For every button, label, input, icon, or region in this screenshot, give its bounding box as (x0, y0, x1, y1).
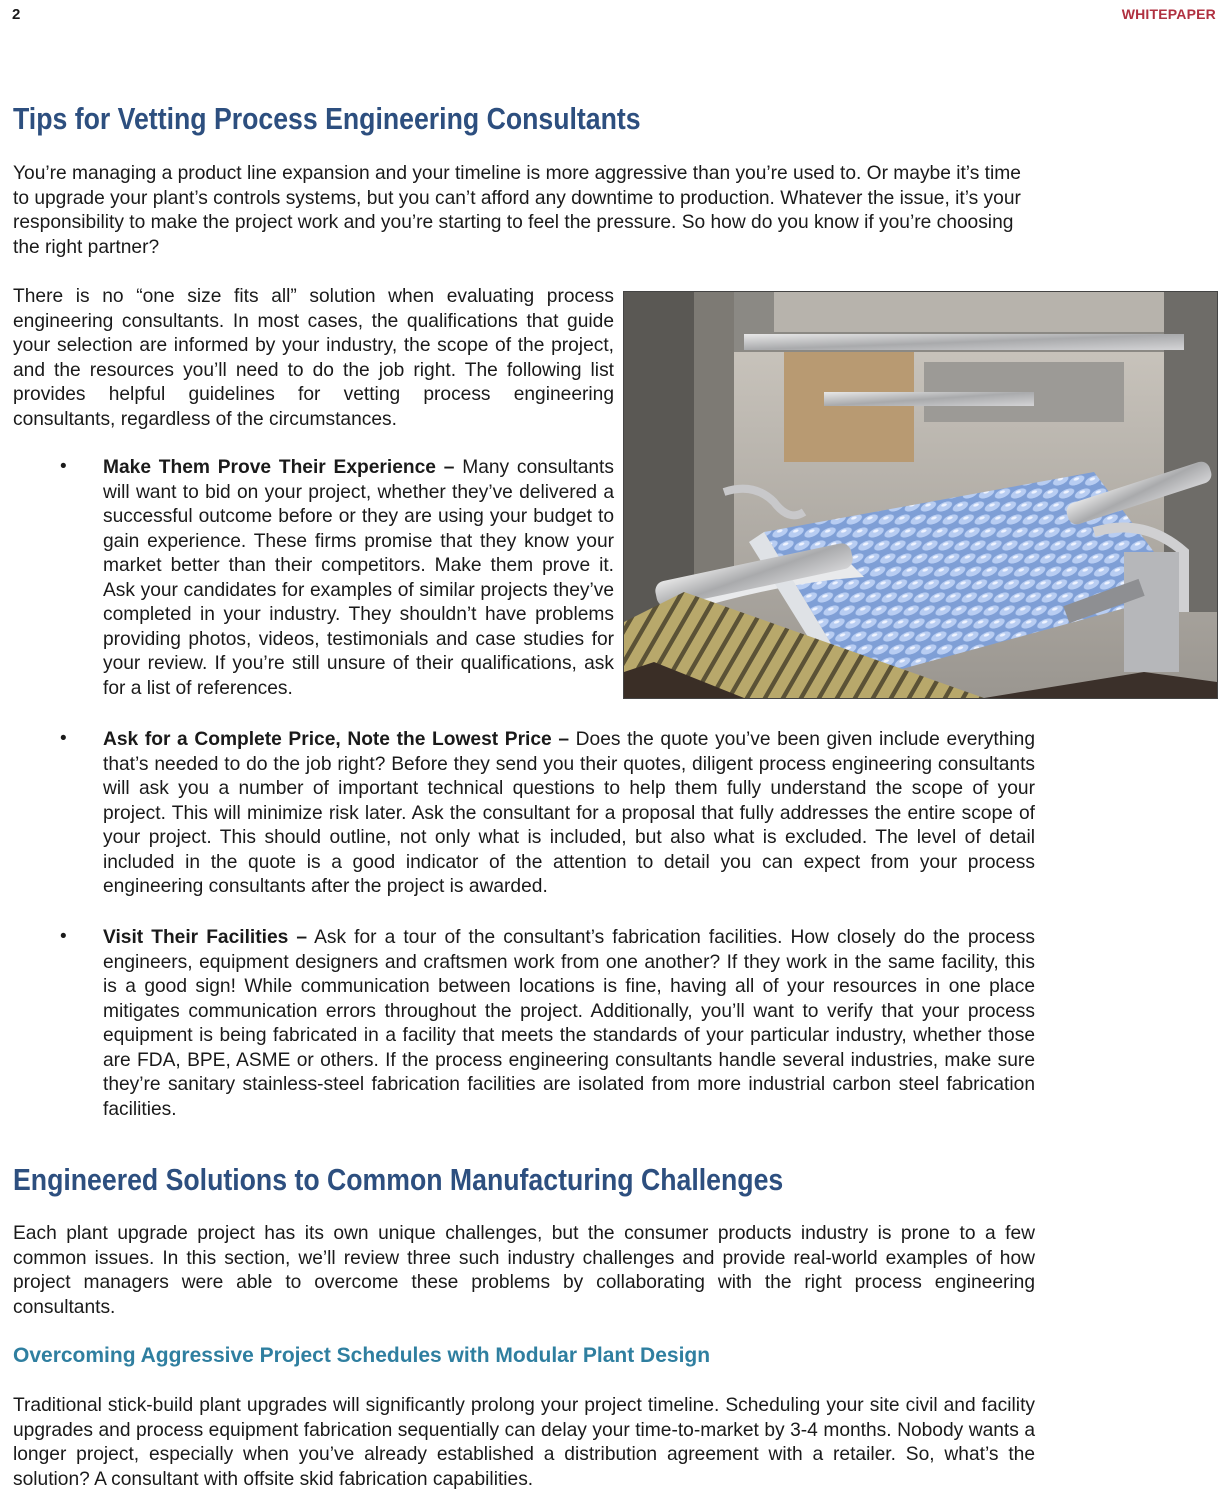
bullet-body: Does the quote you’ve been given include everything that’s needed to do the job right? Before they send you their quotes, diligent process engineering consultants will ask you a number of important technical questions to help them fully understand the scope of your project. This will minimize risk later. Ask the consultant for a proposal that fully addresses the entire scope of your project. This should outline, not only what is included, but also what is excluded. The level of detail included in the quote is a good indicator of the attention to detail you can expect from your process engineering consultants after the project is awarded. (103, 729, 1035, 897)
modular-paragraph: Traditional stick-build plant upgrades will significantly prolong your project timeline. Scheduling your site civil and facility upgrades and process equipment fabrication sequentially can delay your time-to-market by 3-4 months. Nobody wants a longer project, especially when you’ve already established a distribution agreement with a retailer. So, what’s the solution? A consultant with offsite skid fabrication capabilities. (13, 1395, 1035, 1490)
bullet-icon: • (60, 926, 67, 947)
bullet-text (103, 926, 1035, 1122)
bullet-heading: Visit Their Facilities – (103, 927, 308, 948)
bullet-heading: Ask for a Complete Price, Note the Lowest Price – (103, 729, 570, 750)
paragraph-no-one-size: There is no “one size fits all” solution when evaluating process engineering consultants. In most cases, the qualifications that guide your selection are informed by your industry, the scope of the project, and the resources you’ll need to do the job right. The following list provides helpful guidelines for vetting process engineering consultants, regardless of the circumstances. (13, 286, 614, 430)
subsection-title-modular: Overcoming Aggressive Project Schedules with Modular Plant Design (13, 1344, 711, 1367)
page-number: 2 (12, 6, 21, 23)
bullet-icon: • (60, 728, 67, 749)
solutions-intro-paragraph: Each plant upgrade project has its own unique challenges, but the consumer products industry is prone to a few common issues. In this section, we’ll review three such industry challenges and provide real-world examples of how project managers were able to overcome these problems by collaborating with the right process engineering consultants. (13, 1223, 1035, 1318)
document-label: WHITEPAPER (1121, 6, 1216, 22)
bullet-text (103, 728, 1035, 900)
bullet-icon: • (60, 456, 67, 477)
bullet-body: Ask for a tour of the consultant’s fabrication facilities. How closely do the process engineers, equipment designers and craftsmen work from one another? If they work in the same facility, this is a good sign! While communication between locations is fine, having all of your resources in one place mitigates communication errors throughout the project. Additionally, you’ll want to verify that your process equipment is being fabricated in a facility that meets the standards of your particular industry, whether those are FDA, BPE, ASME or others. If the process engineering consultants handle several industries, make sure they’re sanitary stainless-steel fabrication facilities are isolated from more industrial carbon steel fabrication facilities. (103, 927, 1036, 1120)
bullet-text (103, 456, 614, 701)
conveyor-photo (623, 291, 1218, 699)
bullet-heading: Make Them Prove Their Experience – (103, 457, 455, 478)
section-title-engineered-solutions: Engineered Solutions to Common Manufacturing Challenges (13, 1162, 784, 1197)
section-title-vetting: Tips for Vetting Process Engineering Consultants (13, 101, 641, 136)
bullet-body: Many consultants will want to bid on your project, whether they’ve delivered a successful outcome before or they are using your budget to gain experience. These firms promise that they know your market better than their competitors. Make them prove it. Ask your candidates for examples of similar projects they’ve completed in your industry. They shouldn’t have problems providing photos, videos, testimonials and case studies for your review. If you’re still unsure of their qualifications, ask for a list of references. (103, 457, 614, 699)
intro-paragraph: You’re managing a product line expansion and your timeline is more aggressive than you’re used to. Or maybe it’s time to upgrade your plant’s controls systems, but you can’t afford any downtime to production. Whatever the issue, it’s your responsibility to make the project work and you’re starting to feel the pressure. So how do you know if you’re choosing the right partner? (13, 163, 1021, 258)
